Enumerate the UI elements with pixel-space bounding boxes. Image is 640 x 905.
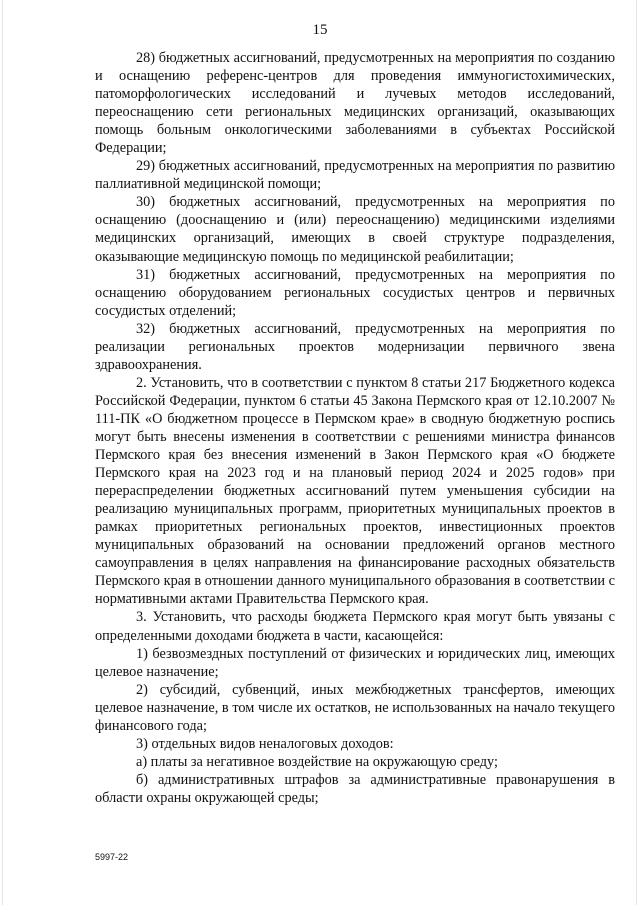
page-number: 15	[312, 22, 328, 38]
section-2-paragraph: 2. Установить, что в соответствии с пунктом 8 статьи 217 Бюджетного кодекса Российской Федерации, пунктом 6 статьи 45 Закона Пермского края от 12.10.2007 № 111-ПК «О бюджетном процессе в Пермском крае» в сводную бюджетную роспись могут быть внесены изменения в соответствии с решениями министра финансов Пермского края без внесения изменений в Закон Пермского края «О бюджете Пермского края на 2023 год и на плановый период 2024 и 2025 годов» при перераспределении бюджетных ассигнований путем уменьшения субсидии на реализацию муниципальных программ, приоритетных муниципальных проектов в рамках приоритетных региональных проектов, инвестиционных проектов муниципальных образований на основании предложений органов местного самоуправления в целях направления на финансирование расходных обязательств Пермского края в отношении данного муниципального образования в соответствии с нормативными актами Правительства Пермского края.	[95, 374, 615, 608]
scan-edge-right	[636, 0, 637, 905]
subitem-2-paragraph: 2) субсидий, субвенций, иных межбюджетных трансфертов, имеющих целевое назначение, в том числе их остатков, не использованных на начало текущего финансового года;	[95, 681, 615, 734]
document-code: 5997-22	[95, 852, 129, 862]
document-body	[95, 49, 615, 807]
item-28-paragraph: 28) бюджетных ассигнований, предусмотренных на мероприятия по созданию и оснащению референс-центров для проведения иммуногистохимических, патоморфологических исследований и лучевых методов исследований, переоснащению сети региональных медицинских организаций, оказывающих помощь больным онкологическими заболеваниями в субъектах Российской Федерации;	[95, 50, 615, 157]
item-31-paragraph: 31) бюджетных ассигнований, предусмотренных на мероприятия по оснащению оборудованием региональных сосудистых центров и первичных сосудистых отделений;	[95, 266, 615, 319]
scan-edge-left	[2, 0, 3, 905]
section-3-paragraph: 3. Установить, что расходы бюджета Пермского края могут быть увязаны с определенными доходами бюджета в части, касающейся:	[95, 609, 615, 644]
item-32-paragraph: 32) бюджетных ассигнований, предусмотренных на мероприятия по реализации региональных проектов модернизации первичного звена здравоохранения.	[95, 320, 615, 373]
subitem-1-paragraph: 1) безвозмездных поступлений от физических и юридических лиц, имеющих целевое назначение;	[95, 645, 615, 680]
subitem-3-paragraph: 3) отдельных видов неналоговых доходов:	[136, 735, 394, 752]
subitem-a-paragraph: а) платы за негативное воздействие на окружающую среду;	[136, 753, 498, 770]
item-30-paragraph: 30) бюджетных ассигнований, предусмотренных на мероприятия по оснащению (дооснащению и (или) переоснащению) медицинскими изделиями медицинских организаций, имеющих в своей структуре подразделения, оказывающие медицинскую помощь по медицинской реабилитации;	[95, 194, 615, 265]
item-29-paragraph: 29) бюджетных ассигнований, предусмотренных на мероприятия по развитию паллиативной медицинской помощи;	[95, 158, 615, 193]
subitem-b-paragraph: б) административных штрафов за административные правонарушения в области охраны окружающей среды;	[95, 771, 615, 806]
